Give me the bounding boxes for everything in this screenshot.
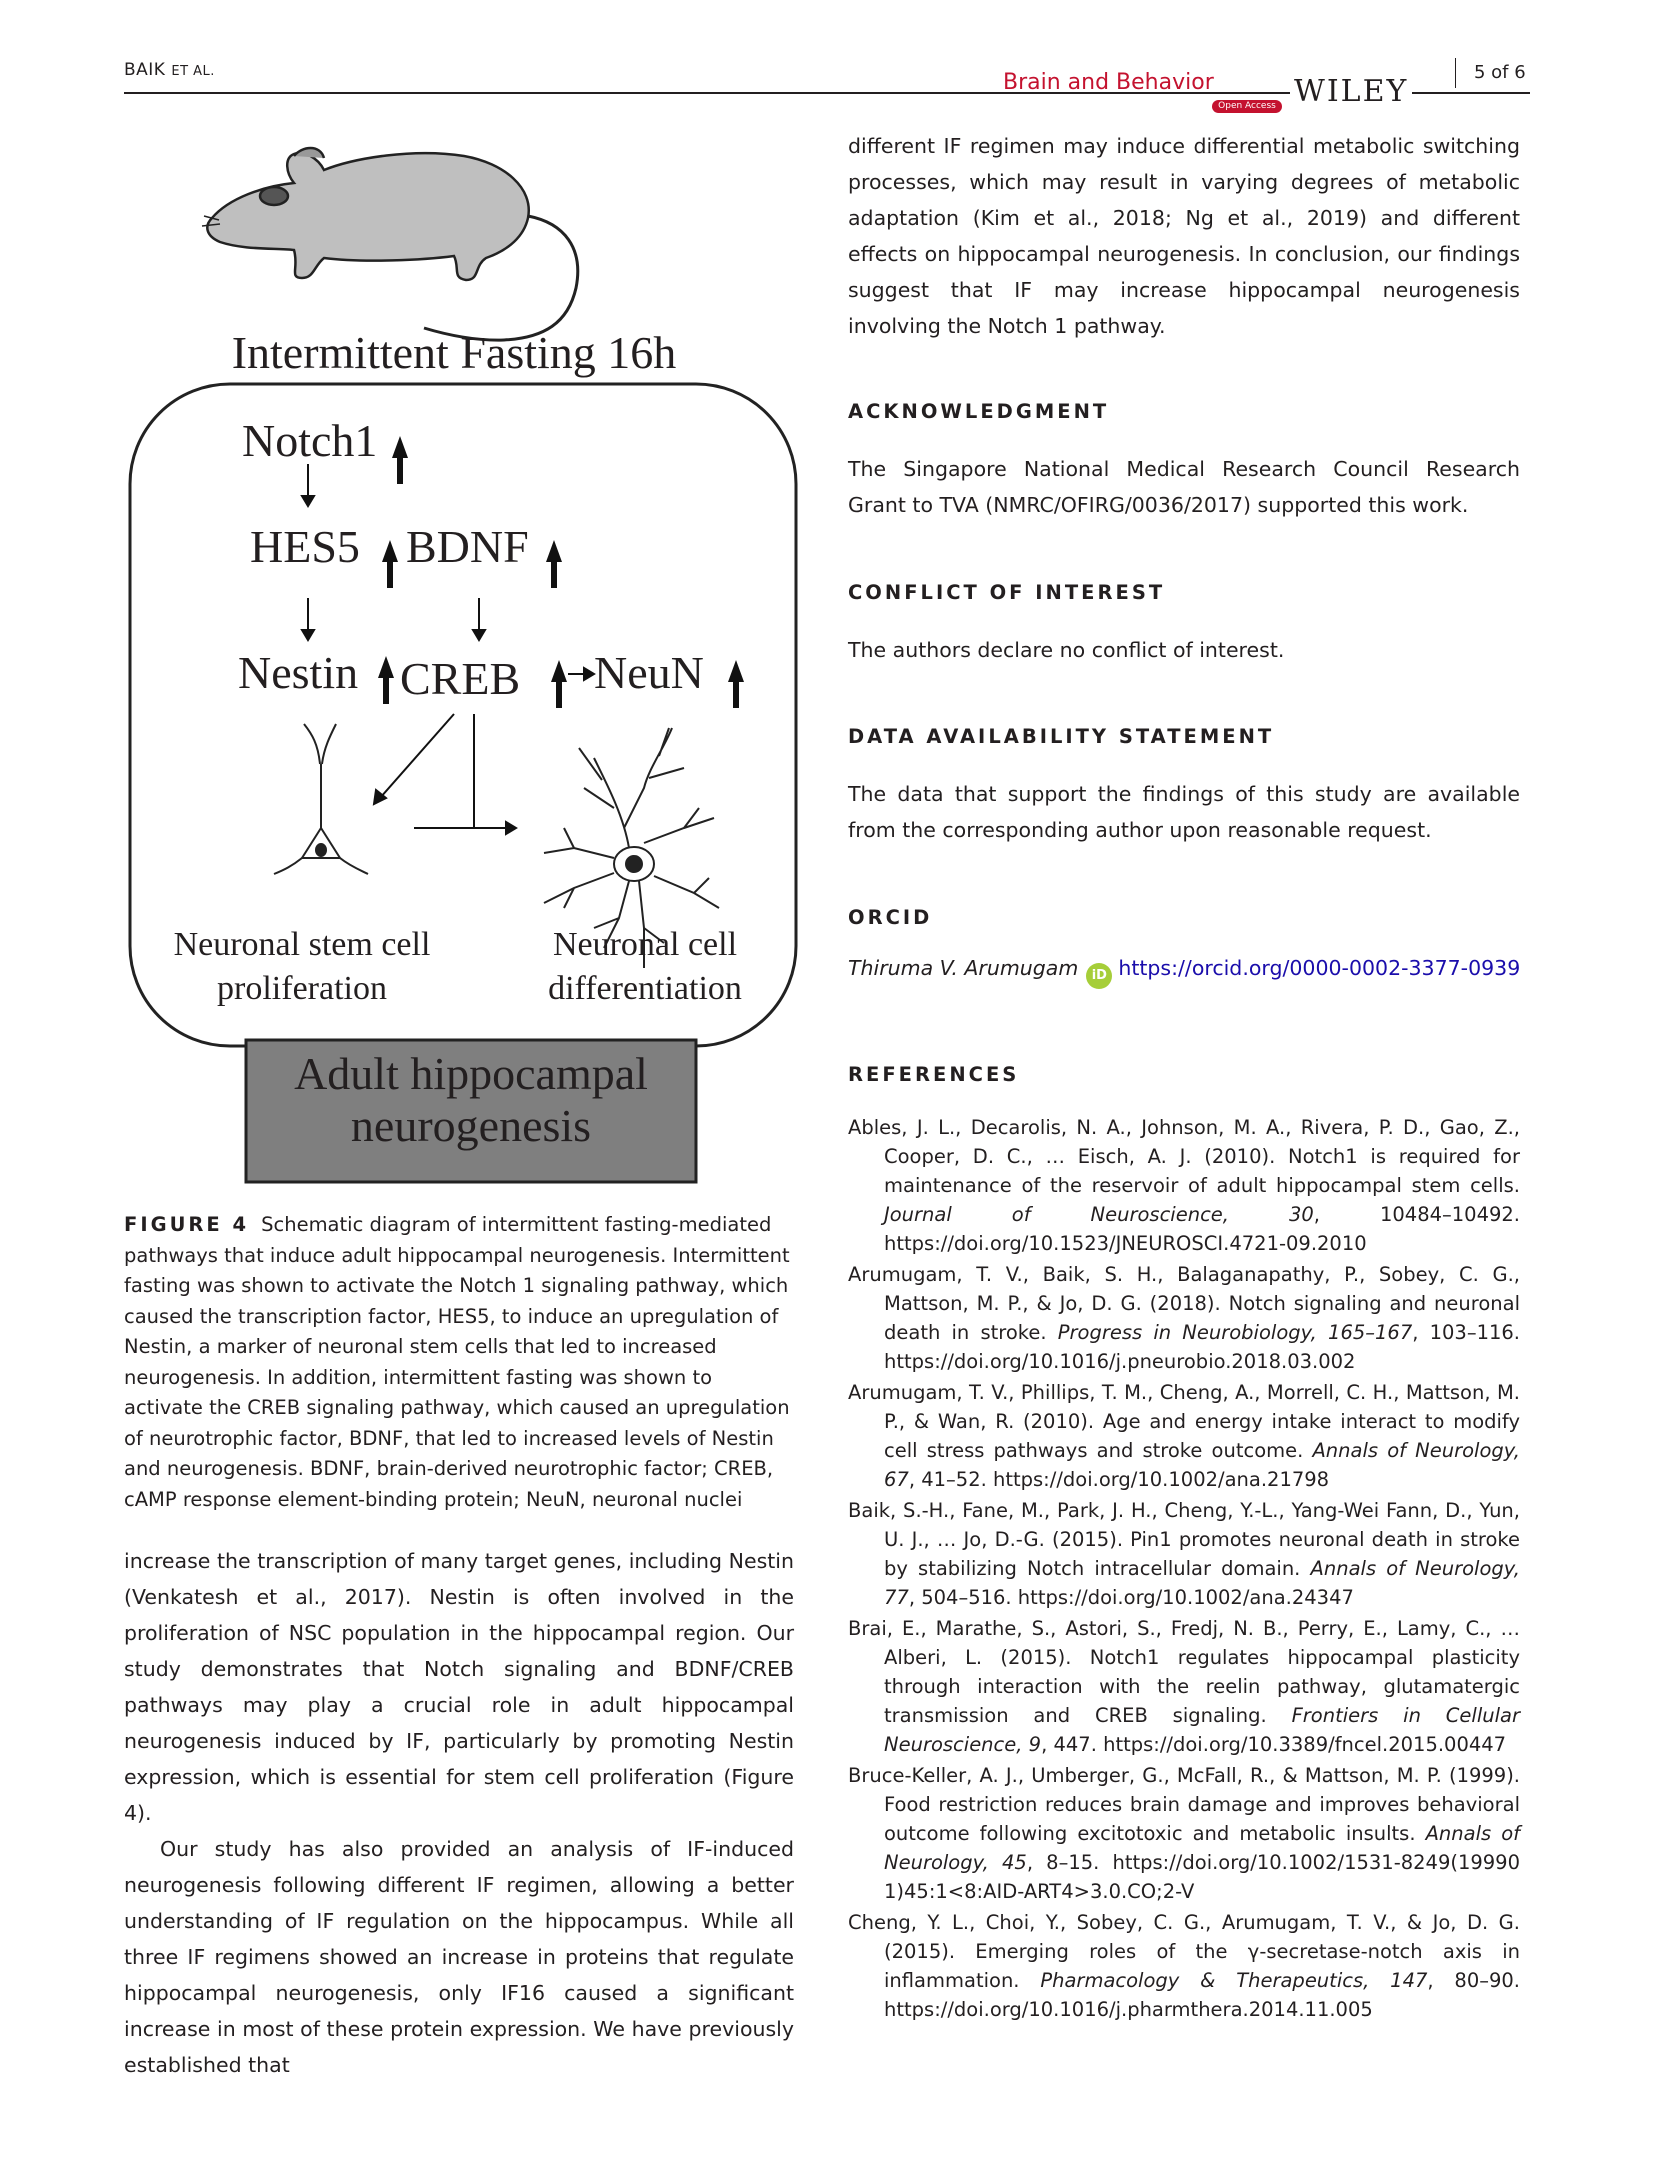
- reference-doi[interactable]: , 504–516. https://doi.org/10.1002/ana.24347: [908, 1586, 1354, 1609]
- caption-text: Schematic diagram of intermittent fasting-mediated pathways that induce adult hippocampal neurogenesis. Intermittent fasting was shown to activate the Notch 1 signaling pathway, which caused the transcription factor, HES5, to induce an upregulation of Nestin, a marker of neuronal stem cells that led to increased neurogenesis. In addition, intermittent fasting was shown to activate the CREB signaling pathway, which caused an upregulation of neurotrophic factor, BDNF, that led to increased levels of Nestin and neurogenesis. BDNF, brain-derived neurotrophic factor; CREB, cAMP response element-binding protein; NeuN, neuronal nuclei: [124, 1213, 790, 1511]
- node-notch1: Notch1: [242, 415, 378, 466]
- orcid-author-name: Thiruma V. Arumugam: [848, 956, 1079, 980]
- reference-journal: Frontiers in Cellular Neuroscience, 9: [884, 1704, 1520, 1756]
- reference-journal: Journal of Neuroscience, 30: [884, 1203, 1314, 1226]
- reference-item: [848, 1378, 1520, 1494]
- figure-caption: [124, 1210, 794, 1515]
- reference-text: Ables, J. L., Decarolis, N. A., Johnson, M. A., Rivera, P. D., Gao, Z., Cooper, D. C., … Eisch, A. J. (2010). Notch1 is required for maintenance of the reservoir of adult hippocampal stem cells.: [848, 1116, 1520, 1197]
- acknowledgment-text: The Singapore National Medical Research Council Research Grant to TVA (NMRC/OFIRG/0036/2017) supported this work.: [848, 457, 1520, 517]
- node-hes5: HES5: [250, 521, 360, 572]
- orcid-link[interactable]: https://orcid.org/0000-0002-3377-0939: [1118, 956, 1521, 980]
- conflict-heading: CONFLICT OF INTEREST: [848, 581, 1166, 604]
- orcid-icon: iD: [1086, 963, 1112, 989]
- running-head-authors: [124, 60, 215, 80]
- author-name: BAIK: [124, 60, 166, 80]
- publisher-logo: WILEY: [1290, 74, 1412, 109]
- reference-text: Cheng, Y. L., Choi, Y., Sobey, C. G., Arumugam, T. V., & Jo, D. G. (2015). Emerging roles of the γ-secretase-notch axis in inflammation.: [848, 1911, 1520, 1992]
- node-creb: CREB: [400, 653, 521, 704]
- reference-item: [848, 1908, 1520, 2024]
- reference-doi[interactable]: , 41–52. https://doi.org/10.1002/ana.21798: [908, 1468, 1330, 1491]
- right-column: [848, 128, 1521, 2021]
- orcid-heading: ORCID: [848, 906, 933, 929]
- reference-item: [848, 1260, 1520, 1376]
- reference-text: Arumugam, T. V., Phillips, T. M., Cheng, A., Morrell, C. H., Mattson, M. P., & Wan, R. (2010). Age and energy intake interact to modify cell stress pathways and stroke outcome.: [848, 1381, 1520, 1462]
- reference-text: Baik, S.-H., Fane, M., Park, J. H., Cheng, Y.-L., Yang-Wei Fann, D., Yun, U. J., … Jo, D.-G. (2015). Pin1 promotes neuronal death in stroke by stabilizing Notch intracellular domain.: [848, 1499, 1520, 1580]
- page-number-divider: [1455, 58, 1456, 88]
- reference-item: [848, 1496, 1520, 1612]
- reference-text: Brai, E., Marathe, S., Astori, S., Fredj, N. B., Perry, E., Lamy, C., … Alberi, L. (2015). Notch1 regulates hippocampal plasticity through interaction with the reelin pathway, glutamatergic transmission and CREB signaling.: [848, 1617, 1520, 1727]
- left-column-body: [124, 1543, 794, 2083]
- node-nestin: Nestin: [238, 647, 359, 698]
- reference-journal: Annals of Neurology, 67: [884, 1439, 1520, 1491]
- reference-item: [848, 1113, 1520, 1258]
- figure-title: Intermittent Fasting 16h: [231, 327, 677, 378]
- figure-4: [124, 128, 804, 1198]
- acknowledgment-heading: ACKNOWLEDGMENT: [848, 400, 1110, 423]
- node-bdnf: BDNF: [406, 521, 529, 572]
- reference-journal: Annals of Neurology, 77: [884, 1557, 1520, 1609]
- reference-item: [848, 1761, 1520, 1906]
- reference-doi[interactable]: , 10484–10492. https://doi.org/10.1523/JNEUROSCI.4721-09.2010: [884, 1203, 1520, 1255]
- stem-cell-illustration: [274, 724, 368, 874]
- reference-doi[interactable]: , 103–116. https://doi.org/10.1016/j.pneurobio.2018.03.002: [884, 1321, 1520, 1373]
- cell-differentiation-label: Neuronal cell differentiation: [548, 926, 742, 1008]
- reference-journal: Pharmacology & Therapeutics, 147: [1040, 1969, 1428, 1992]
- references-heading: REFERENCES: [848, 1063, 1020, 1086]
- conclusion-paragraph: different IF regimen may induce differential metabolic switching processes, which may result in varying degrees of metabolic adaptation (Kim et al., 2018; Ng et al., 2019) and different effects on hippocampal neurogenesis. In conclusion, our findings suggest that IF may increase hippocampal neurogenesis involving the Notch 1 pathway.: [848, 134, 1520, 338]
- open-access-badge: Open Access: [1212, 100, 1282, 113]
- reference-item: [848, 1614, 1520, 1759]
- reference-doi[interactable]: , 447. https://doi.org/10.3389/fncel.2015.00447: [1041, 1733, 1507, 1756]
- reference-text: Arumugam, T. V., Baik, S. H., Balaganapathy, P., Sobey, C. G., Mattson, M. P., & Jo, D. G. (2018). Notch signaling and neuronal death in stroke.: [848, 1263, 1520, 1344]
- reference-list: [848, 1113, 1520, 2026]
- reference-journal: Annals of Neurology, 45: [884, 1822, 1520, 1874]
- body-paragraph: Our study has also provided an analysis of IF-induced neurogenesis following different IF regimen, allowing a better understanding of IF regulation on the hippocampus. While all three IF regimens showed an increase in proteins that regulate hippocampal neurogenesis, only IF16 caused a significant increase in most of these protein expression. We have previously established that: [124, 1837, 794, 2077]
- author-suffix: ET AL.: [171, 64, 215, 79]
- rat-illustration: [202, 148, 578, 340]
- reference-doi[interactable]: , 80–90. https://doi.org/10.1016/j.pharmthera.2014.11.005: [884, 1969, 1521, 2021]
- reference-doi[interactable]: , 8–15. https://doi.org/10.1002/1531-8249(19990 1)45:1<8:AID-ART4>3.0.CO;2-V: [884, 1851, 1520, 1903]
- reference-journal: Progress in Neurobiology, 165–167: [1057, 1321, 1413, 1344]
- body-paragraph: increase the transcription of many target genes, including Nestin (Venkatesh et al., 2017). Nestin is often involved in the proliferation of NSC population in the hippocampal region. Our study demonstrates that Notch signaling and BDNF/CREB pathways may play a crucial role in adult hippocampal neurogenesis induced by IF, particularly by promoting Nestin expression, which is essential for stem cell proliferation (Figure 4).: [124, 1549, 794, 1825]
- neurogenesis-label: Adult hippocampal neurogenesis: [294, 1048, 648, 1151]
- conflict-text: The authors declare no conflict of interest.: [848, 638, 1285, 662]
- node-neun: NeuN: [594, 647, 704, 698]
- data-availability-text: The data that support the findings of this study are available from the corresponding author upon reasonable request.: [848, 782, 1520, 842]
- orcid-entry: [848, 956, 1520, 989]
- reference-text: Bruce-Keller, A. J., Umberger, G., McFall, R., & Mattson, M. P. (1999). Food restriction reduces brain damage and improves behavioral outcome following excitotoxic and metabolic insults.: [848, 1764, 1520, 1845]
- page-number: 5 of 6: [1474, 62, 1526, 83]
- data-availability-heading: DATA AVAILABILITY STATEMENT: [848, 725, 1275, 748]
- figure-label: FIGURE 4: [124, 1213, 250, 1236]
- journal-name: Brain and Behavior: [1003, 70, 1214, 95]
- stem-cell-proliferation-label: Neuronal stem cell proliferation: [173, 926, 431, 1008]
